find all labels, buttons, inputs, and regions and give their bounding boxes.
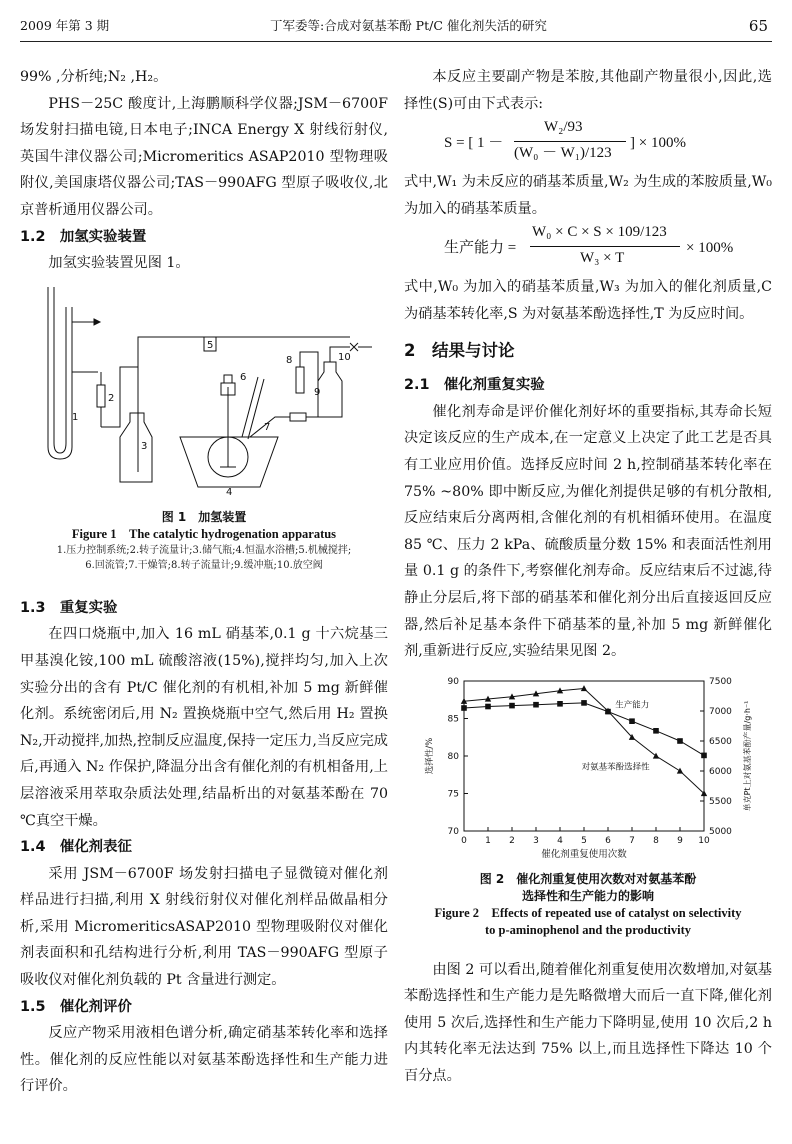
figure-2-caption-cn-2: 选择性和生产能力的影响 <box>521 888 654 903</box>
formula-1-numerator: W₂/93 <box>544 119 583 136</box>
data-point-square <box>629 718 635 724</box>
y-tick-label: 80 <box>447 751 459 762</box>
section-heading-1-2: 1.2 加氢实验装置 <box>20 228 147 245</box>
paragraph: 式中,W₀ 为加入的硝基苯质量,W₃ 为加入的催化剂质量,C 为硝基苯转化率,S 为对氨基苯酚选择性,T 为反应时间。 <box>404 279 772 322</box>
y2-tick-label: 6500 <box>709 736 732 747</box>
fig1-label-7: 7 <box>264 421 271 433</box>
y-tick-label: 85 <box>447 714 459 725</box>
data-point-square <box>461 705 467 711</box>
paragraph-results: 由图 2 可以看出,随着催化剂重复使用次数增加,对氨基苯酚选择性和生产能力是先略微增大而后一直下降,催化剂使用 5 次后,选择性和生产能力下降明显,使用 10 次后,2 h 内其转化率无法达到 75% 以上,而且选择性下降达 10 个百分点。 <box>404 961 772 1085</box>
y-tick-label: 75 <box>447 789 459 800</box>
series-line-0 <box>464 703 704 756</box>
fig1-label-6: 6 <box>240 371 247 383</box>
fig1-label-4: 4 <box>226 486 233 498</box>
issue-label: 2009 年第 3 期 <box>20 18 110 33</box>
x-tick-label: 5 <box>581 835 587 846</box>
fig1-label-2: 2 <box>108 392 115 404</box>
formula-1-lhs: S = [ 1 － <box>444 135 504 152</box>
x-tick-label: 6 <box>605 835 611 846</box>
x-tick-label: 0 <box>461 835 467 846</box>
paragraph-characterization: 采用 JSM－6700F 场发射扫描电子显微镜对催化剂样品进行扫描,利用 X 射线衍射仪对催化剂样品做晶相分析,采用 MicromeriticsASAP2010 型物理吸附仪对催化剂表面积和孔结构进行分析,利用 TAS－990AFG 型原子吸收仪对催化剂负载的 Pt 含量进行测定。 <box>20 865 388 989</box>
data-point-square <box>485 703 491 709</box>
fig1-label-5: 5 <box>207 339 214 351</box>
paragraph: 99% ,分析纯;N₂ ,H₂。 <box>20 69 168 85</box>
y2-tick-label: 5000 <box>709 826 732 837</box>
data-point-square <box>701 752 707 758</box>
data-point-triangle <box>677 767 683 773</box>
y2-tick-label: 7500 <box>709 676 732 687</box>
figure-2 <box>404 673 772 863</box>
fig1-label-9: 9 <box>314 386 321 398</box>
running-title: 丁军委等:合成对氨基苯酚 Pt/C 催化剂失活的研究 <box>270 18 547 33</box>
fig1-label-3: 3 <box>141 440 148 452</box>
figure-1-legend-line-2: 6.回流管;7.干燥管;8.转子流量计;9.缓冲瓶;10.放空阀 <box>85 559 323 571</box>
apparatus-diagram <box>20 277 388 509</box>
y2-tick-label: 7000 <box>709 706 732 717</box>
formula-selectivity <box>404 117 772 169</box>
fig1-label-1: 1 <box>72 411 79 423</box>
paragraph: 式中,W₁ 为未反应的硝基苯质量,W₂ 为生成的苯胺质量,W₀ 为加入的硝基苯质量。 <box>404 174 772 217</box>
y-axis-title: 选择性/% <box>425 737 435 774</box>
fig1-label-8: 8 <box>286 354 293 366</box>
paragraph-catalyst-life: 催化剂寿命是评价催化剂好坏的重要指标,其寿命长短决定该反应的生产成本,在一定意义上决定了此工艺是否具有工业应用价值。选择反应时间 2 h,控制硝基苯转化率在 75% ~80% 即中断反应,为催化剂提供足够的有机分散相,反应结束后分离两相,含催化剂的有机相循环使用。在温度85 ℃、压力 2 kPa、硫酸质量分数 15% 和表面活性剂用量 0.1 g 的条件下,考察催化剂寿命。反应结束后不过滤,待静止分层后,将下部的硝基苯和催化剂分出后直接返回反应器,然后补足基本条件下硝基苯的量,补加 5 mg 新鲜催化剂,重新进行反应,实验结果见图 2。 <box>404 403 772 660</box>
figure-2-caption-en-2: to p-aminophenol and the productivity <box>484 922 692 937</box>
formula-2-rhs: × 100% <box>686 240 734 257</box>
section-heading-1-5: 1.5 催化剂评价 <box>20 998 132 1015</box>
series-label-productivity: 生产能力 <box>615 700 650 711</box>
y2-tick-label: 5500 <box>709 796 732 807</box>
paragraph-instruments: PHS－25C 酸度计,上海鹏顺科学仪器;JSM－6700F 场发射扫描电镜,日本电子;INCA Energy X 射线衍射仪,英国牛津仪器公司;Micromeritics ASAP2010 型物理吸附仪,美国康塔仪器公司;TAS－990AFG 型原子吸收仪,北京普析通用仪器公司。 <box>20 95 388 218</box>
paragraph: 加氢实验装置见图 1。 <box>48 255 190 272</box>
section-heading-2-1: 2.1 催化剂重复实验 <box>404 377 545 394</box>
page-number: 65 <box>748 17 768 35</box>
paragraph: 本反应主要副产物是苯胺,其他副产物量很小,因此,选择性(S)可由下式表示: <box>404 69 772 112</box>
formula-productivity <box>404 222 772 274</box>
x-tick-label: 10 <box>698 835 710 846</box>
section-heading-2: 2 结果与讨论 <box>404 340 515 360</box>
x-tick-label: 7 <box>629 835 635 846</box>
figure-1-caption-en: Figure 1 The catalytic hydrogenation apparatus <box>71 526 337 541</box>
data-point-square <box>653 728 659 734</box>
y2-axis-title: 单克Pt上对氨基苯酚产量/g·h⁻¹ <box>743 700 752 812</box>
x-tick-label: 4 <box>557 835 563 846</box>
formula-2-lhs: 生产能力 = <box>444 240 517 257</box>
y2-tick-label: 6000 <box>709 766 732 777</box>
x-tick-label: 2 <box>509 835 515 846</box>
formula-2-fraction-bar <box>530 246 680 247</box>
formula-1-rhs: ] × 100% <box>630 135 686 152</box>
x-axis-title: 催化剂重复使用次数 <box>541 848 627 860</box>
paragraph-repeat-experiment: 在四口烧瓶中,加入 16 mL 硝基苯,0.1 g 十六烷基三甲基溴化铵,100 mL 硫酸溶液(15%),搅拌均匀,加入上次实验分出的含有 Pt/C 催化剂的有机相,补加 5 mg 新鲜催化剂。系统密闭后,用 N₂ 置换烧瓶中空气,然后用 H₂ 置换 N₂,开动搅拌,加热,控制反应温度,保持一定压力,当反应完成后,再通入 N₂ 作保护,降温分出含有催化剂的有机相备用,上层溶液采用萃取杂质法处理,结晶析出的对氨基苯酚在 70 ℃真空干燥。 <box>20 626 388 829</box>
data-point-square <box>533 702 539 708</box>
section-heading-1-4: 1.4 催化剂表征 <box>20 839 132 856</box>
y-tick-label: 70 <box>447 826 459 837</box>
data-point-triangle <box>581 685 587 691</box>
figure-1 <box>20 277 388 509</box>
data-point-square <box>581 700 587 706</box>
fig1-label-10: 10 <box>338 351 351 363</box>
formula-2-numerator: W₀ × C × S × 109/123 <box>532 224 667 241</box>
x-tick-label: 8 <box>653 835 659 846</box>
formula-2-denominator: W₃ × T <box>580 250 625 267</box>
figure-2-caption-en-1: Figure 2 Effects of repeated use of catalyst on selectivity <box>434 905 742 920</box>
right-column <box>404 64 772 1090</box>
data-point-triangle <box>653 752 659 758</box>
x-tick-label: 1 <box>485 835 491 846</box>
paragraph-evaluation: 反应产物采用液相色谱分析,确定硝基苯转化率和选择性。催化剂的反应性能以对氨基苯酚选择性和生产能力进行评价。 <box>20 1025 388 1095</box>
data-point-square <box>677 738 683 744</box>
data-point-square <box>509 702 515 708</box>
formula-1-fraction-bar <box>514 141 626 142</box>
data-point-square <box>557 701 563 707</box>
figure-2-chart <box>404 673 772 863</box>
section-heading-1-3: 1.3 重复实验 <box>20 599 118 616</box>
x-tick-label: 3 <box>533 835 539 846</box>
series-label-selectivity: 对氨基苯酚选择性 <box>581 762 650 773</box>
formula-1-denominator: (W₀ － W₁)/123 <box>514 145 612 162</box>
x-tick-label: 9 <box>677 835 683 846</box>
left-column <box>20 64 388 1100</box>
figure-2-caption-cn-1: 图 2 催化剂重复使用次数对对氨基苯酚 <box>479 871 697 886</box>
figure-1-caption-cn: 图 1 加氢装置 <box>161 509 247 524</box>
running-header <box>20 13 772 42</box>
figure-1-legend-line-1: 1.压力控制系统;2.转子流量计;3.储气瓶;4.恒温水浴槽;5.机械搅拌; <box>56 544 352 556</box>
y-tick-label: 90 <box>447 676 459 687</box>
